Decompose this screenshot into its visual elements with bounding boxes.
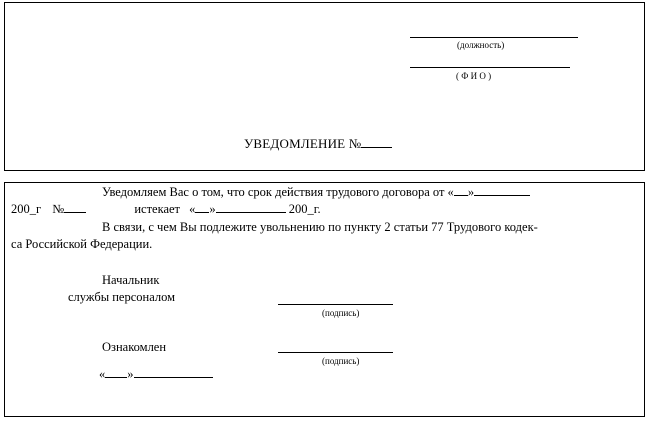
body-line-1-text: Уведомляем Вас о том, что срок действия трудового договора от « <box>102 185 454 199</box>
notice-number-blank <box>361 137 392 148</box>
date-close-quote: » <box>127 367 134 381</box>
expiry-month-blank <box>216 202 286 213</box>
employee-signature-line <box>278 352 393 353</box>
body-line-1 <box>102 184 530 201</box>
contract-number-label: № <box>52 202 65 216</box>
expiry-close-quote: » <box>209 202 216 216</box>
acknowledge-date <box>99 366 213 383</box>
signature-caption-2: (подпись) <box>322 356 360 366</box>
expires-label: истекает <box>134 202 181 216</box>
body-line-4: са Российской Федерации. <box>11 237 153 251</box>
signature-caption-1: (подпись) <box>322 308 360 318</box>
contract-number-blank <box>64 202 86 213</box>
date-month-blank <box>134 367 213 378</box>
body-line-1-mid: » <box>467 185 475 199</box>
expiry-day-blank <box>195 202 209 213</box>
expiry-open-quote: « <box>189 202 196 216</box>
date-open-quote: « <box>99 367 106 381</box>
notice-title-text: УВЕДОМЛЕНИЕ № <box>244 136 362 151</box>
fio-line <box>410 67 570 68</box>
expiry-year: 200_г. <box>288 202 321 216</box>
header-box <box>4 2 645 171</box>
head-signature-line <box>278 304 393 305</box>
notice-body-box <box>4 182 645 417</box>
contract-month-blank <box>474 185 530 196</box>
date-day-blank <box>105 367 127 378</box>
position-caption: (должность) <box>457 40 505 50</box>
contract-day-blank <box>454 185 468 196</box>
body-line-2 <box>11 201 321 218</box>
acknowledged-label: Ознакомлен <box>102 340 167 354</box>
fio-caption: ( Ф И О ) <box>456 71 492 81</box>
position-line <box>410 37 578 38</box>
head-title-line-2: службы персоналом <box>68 290 176 304</box>
notice-title <box>244 136 392 152</box>
head-title-line-1: Начальник <box>102 273 160 287</box>
contract-year: 200_г <box>11 202 42 216</box>
body-line-3: В связи, с чем Вы подлежите увольнению по пункту 2 статьи 77 Трудового кодек- <box>102 220 538 234</box>
